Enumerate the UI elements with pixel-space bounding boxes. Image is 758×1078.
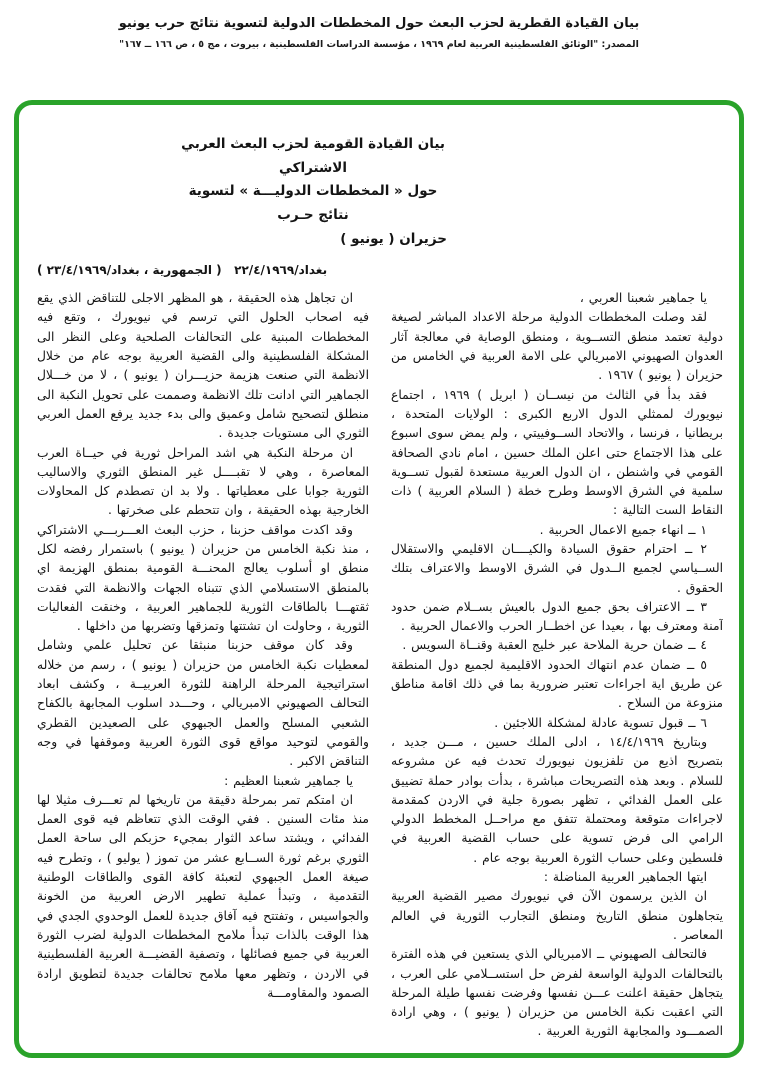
document-title-line-3: حزيران ( يونيو ) <box>340 230 447 247</box>
paragraph: يا جماهير شعبنا العظيم : <box>224 773 353 788</box>
paragraph: ٦ ــ قبول تسوية عادلة لمشكلة اللاجئين . <box>494 715 707 730</box>
document-title <box>179 133 447 251</box>
paragraph: ٣ ــ الاعتراف بحق جميع الدول بالعيش بســلام ضمن حدود آمنة ومعترف بها ، بعيدا عن اخطــار الحرب والاعمال الحربية . <box>391 599 723 634</box>
paragraph: ٢ ــ احترام حقوق السيادة والكيــــان الاقليمي والاستقلال الســياسي لجميع الــدول في الشرق الاوسط والاعتراف بتلك الحقوق . <box>391 541 723 595</box>
page-header-title: بيان القيادة القطرية لحزب البعث حول المخططات الدولية لتسوية نتائج حرب يونيو <box>118 16 640 31</box>
document-frame <box>14 100 744 1058</box>
paragraph: لقد وصلت المخططات الدولية مرحلة الاعداد المباشر لصيغة دولية تعتمد منطق التســوية ، ومنطق الوصاية في معالجة آثار العدوان الصهيوني الامبريالي على الامة العربية في الخامس من حزيران ( يونيو ) ١٩٦٧ . <box>391 310 723 383</box>
paragraph: ٥ ــ ضمان عدم انتهاك الحدود الاقليمية لجميع دول المنطقة عن طريق اية اجراءات تعتبر ضرورية بما في ذلك اقامة مناطق منزوعة من السلاح . <box>391 657 723 711</box>
paragraph: فالتحالف الصهيوني ــ الامبريالي الذي يستعين في هذه الفترة بالتحالفات الدولية الواسعة لفرض حل استســلامي على العرب ، يتجاهل حقيقة اعلنت عـــن نفسها وفرضت نفسها طيلة المرحلة التي اعقبت نكبة الخامس من حزيران ( يونيو ) ، وهي ارادة الصمـــود والمجابهة الثورية العربية . <box>391 947 723 1039</box>
paragraph: ١ ــ انهاء جميع الاعمال الحربية . <box>539 522 707 537</box>
paragraph: فقد بدأ في الثالث من نيســان ( ابريل ) ١٩٦٩ ، اجتماع نيويورك لممثلي الدول الاربع الكبرى : الولايات المتحدة ، بريطانيا ، فرنسا ، والاتحاد الســوفييتي ، ولم يمض سوى اسبوع على هذا الاجتماع حتى اعلن الملك حسين ، امام نادي الصحافة القومي في واشنطن ، ان الدول العربية مستعدة لقبول تســوية سلمية في الشرق الاوسط وطرح خطة ( السلام العربية ) ذات النقاط الست التالية : <box>391 387 723 518</box>
paragraph: ايتها الجماهير العربية المناضلة : <box>543 870 707 885</box>
body-columns <box>37 289 723 1058</box>
paragraph: وبتاريخ ١٤/٤/١٩٦٩ ، ادلى الملك حسين ، مـــن جديد ، بتصريح اذيع من تلفزيون نيويورك تحدث فيه عن مشروعه للسلام . وبعد هذه التصريحات مباشرة ، بدأت بوادر حملة تضييق على العمل الفدائي ، تظهر بصورة جلية في الاردن كمقدمة لاجراءات متوقعة ومحتملة تتفق مع مراحــل المخطط الدولي الرامي الى فرض تسوية على حساب القضية العربية في فلسطين وعلى حساب الثورة العربية بوجه عام . <box>391 734 723 865</box>
page-header <box>0 0 758 50</box>
paragraph: وقد كان موقف حزبنا منبثقا عن تحليل علمي وشامل لمعطيات نكبة الخامس من حزيران ( يونيو ) ، رسم من خلاله استراتيجية المرحلة الراهنة للثورة العربيــة ، وكشف ابعاد التحالف الصهيوني الامبريالي ، وحـــدد اسلوب المجابهة بالكفاح الشعبي المسلح والعمل الجبهوي على الصعيدين القطري والقومي لتوحيد مواقع قوى الثورة العربية وموقفها في وجه التناقض الاكبر . <box>37 638 369 769</box>
paragraph: ان تجاهل هذه الحقيقة ، هو المظهر الاجلى للتناقض الذي يقع فيه اصحاب الحلول التي ترسم في نيويورك ، وتقع فيه المخططات المبنية على التحالفات الصلحية وعلى النظر الى المشكلة الفلسطينية والى القضية العربية بوجه عام من خلال الانظمة التي صنعت هزيمة حزيـــران ( يونيو ) ، لا من خـــلال الجماهير التي ادانت تلك الانظمة وصممت على تحويل النكبة الى منطلق لتصحيح شامل وعميق والى بدء جديد يرفع العمل العربي الثوري الى مستويات جديدة . <box>37 291 369 441</box>
source-line: المصدر: "الوثائق الفلسطينية العربية لعام ١٩٦٩ ، مؤسسة الدراسات الفلسطينية ، بيروت ، مج ٥ ، ص ١٦٦ ــ ١٦٧" <box>119 39 639 50</box>
paragraph: وقد اكدت مواقف حزبنا ، حزب البعث العـــربـــي الاشتراكي ، منذ نكبة الخامس من حزيران ( يونيو ) باستمرار رفضه لكل منطق او أسلوب يعالج المحنـــة القومية بمنطق الهزيمة اي بالمنطق الاستسلامي الذي تتبناه الجهات والانظمة التي فقدت ثقتهـــا بالطاقات الثورية للجماهير العربية ، وخنقت الفعاليات الثورية ، وحاولت ان تشتتها وتمزقها وتضربها من داخلها . <box>37 522 369 634</box>
document-title-line-2: حول « المخططات الدوليـــة » لتسوية نتائج حـرب <box>188 183 438 223</box>
paragraph: ان مرحلة النكبة هي اشد المراحل ثورية في حيــاة العرب المعاصرة ، وهي لا تقبــــل غير المنطق الثوري والاساليب الثورية جوابا على معطياتها . ولا بد ان تصطدم كل المحاولات الخارجية بهذه الحقيقة ، وان تتحطم على صخرتها . <box>37 445 369 518</box>
paragraph: ان امتكم تمر بمرحلة دقيقة من تاريخها لم تعـــرف مثيلا لها منذ مئات السنين . ففي الوقت الذي تتعاظم فيه قوى العمل الفدائي ، ويشتد ساعد الثوار بمجيء حزبكم الى ساحة العمل الثوري برغم ثورة الســابع عشر من تموز ( يوليو ) ، وتطرح فيه صيغة العمل الجبهوي لتعبئة كافة القوى والطاقات الوطنية التقدمية ، وتبدأ عملية تطهير الارض العربية من الخونة والجواسيس ، وتفتتح فيه آفاق جديدة للعمل الوحدوي الجدي في هذا الوقت بالذات تبدأ ملامح المخططات الدولية لضرب الثورة العربية في جميع فصائلها ، وتصفية القضيـــة العربية الفلسطينية في الاردن ، وتظهر معها ملامح تحالفات جديدة لتطويق ارادة الصمود والمقاومـــة <box>37 792 369 1000</box>
paragraph: يا جماهير شعبنا العربي ، <box>579 291 707 306</box>
paragraph: ان الذين يرسمون الآن في نيويورك مصير القضية العربية يتجاهلون منطق التاريخ ومنطق التجارب الثورية في العالم المعاصر . <box>391 889 723 942</box>
document-title-line-1: بيان القيادة القومية لحزب البعث العربي الاشتراكي <box>181 136 445 176</box>
paragraph: ٤ ــ ضمان حرية الملاحة عبر خليج العقبة وقنــاة السويس . <box>402 638 707 653</box>
date-line: بغداد/٢٢/٤/١٩٦٩ ( الجمهورية ، بغداد/٢٣/٤/١٩٦٩ ) <box>37 263 328 278</box>
